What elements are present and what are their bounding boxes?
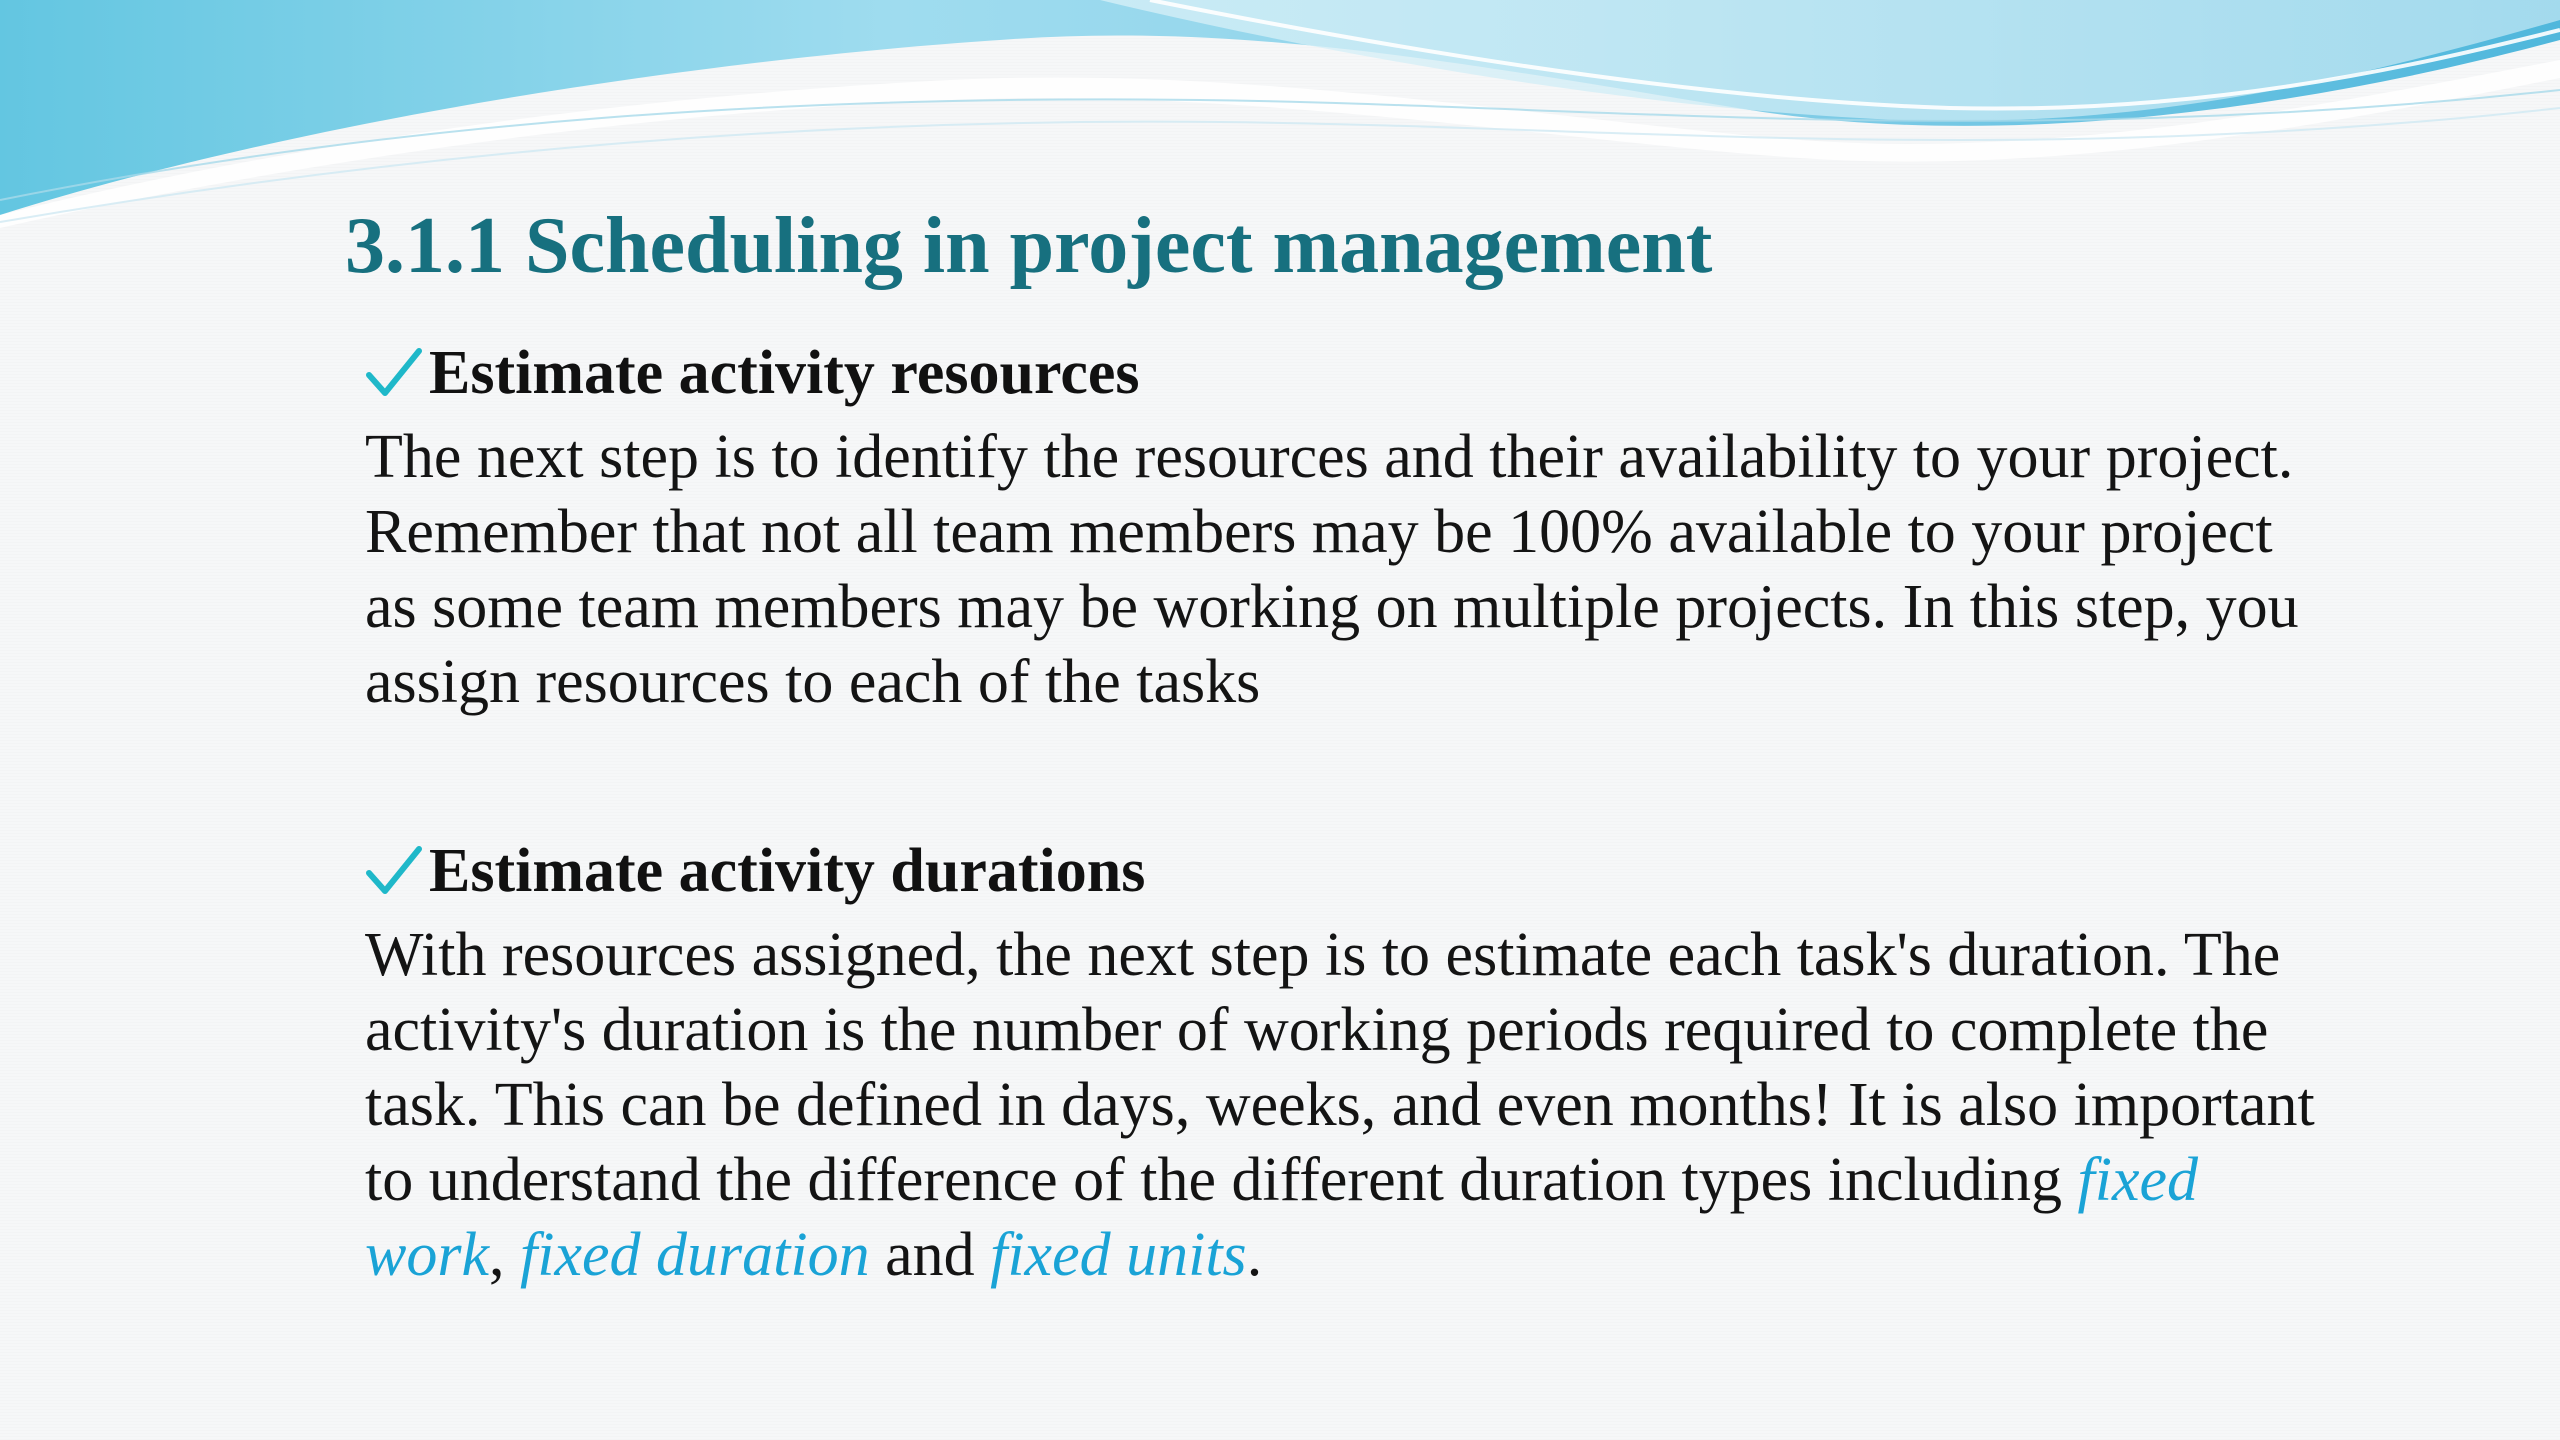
slide-title: 3.1.1 Scheduling in project management [345,202,1713,290]
term-fixed-units: fixed units [990,1221,1247,1289]
section-activity-durations [365,828,2335,1293]
section-heading-row [365,828,2335,914]
term-fixed-work: fixed work [365,1146,2199,1289]
separator: , [489,1221,520,1289]
checkmark-icon [365,343,423,403]
section-body: The next step is to identify the resources and their availability to your project. Remember that not all team members may be 100% available to your project as some team members may be working on multiple projects. In this step, you assign resources to each of the tasks [365,423,2299,716]
section-body [365,918,2335,1293]
section-heading: Estimate activity durations [429,837,1146,905]
section-heading: Estimate activity resources [429,339,1140,407]
checkmark-icon [365,841,423,901]
separator: and [869,1221,991,1289]
section-activity-resources [365,330,2335,720]
term-fixed-duration: fixed duration [520,1221,870,1289]
section-heading-row [365,330,2335,416]
body-intro: With resources assigned, the next step is to estimate each task's duration. The activity's duration is the number of working periods required to complete the task. This can be defined in days, weeks, and even months! It is also important to understand the difference of the different duration types including [365,921,2315,1214]
sentence-end: . [1246,1221,1263,1289]
